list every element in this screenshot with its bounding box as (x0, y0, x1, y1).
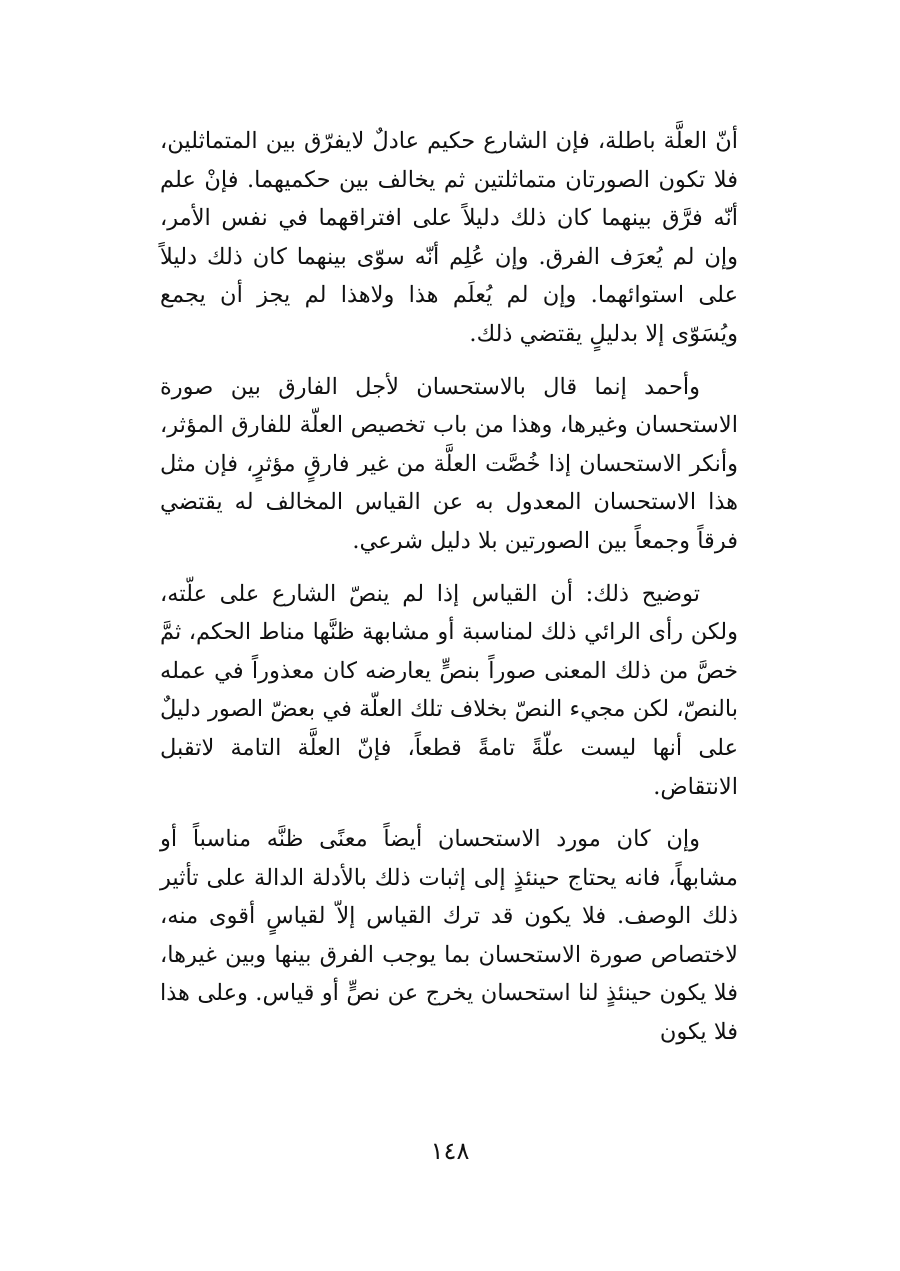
page-number: ١٤٨ (430, 1137, 470, 1165)
paragraph-1: أنّ العلَّة باطلة، فإن الشارع حكيم عادلٌ لايفرّق بين المتماثلين، فلا تكون الصورتان متماثلتين ثم يخالف بين حكميهما. فإنْ علم أنّه فرَّق بينهما كان ذلك دليلاً على افتراقهما في نفس الأمر، وإن لم يُعرَف الفرق. وإن عُلِم أنّه سوّى بينهما كان ذلك دليلاً على استوائهما. وإن لم يُعلَم هذا ولاهذا لم يجز أن يجمع ويُسَوّى إلا بدليلٍ يقتضي ذلك. (160, 128, 738, 347)
paragraph-2: وأحمد إنما قال بالاستحسان لأجل الفارق بين صورة الاستحسان وغيرها، وهذا من باب تخصيص العلّة للفارق المؤثر، وأنكر الاستحسان إذا خُصَّت العلَّة من غير فارقٍ مؤثرٍ، فإن مثل هذا الاستحسان المعدول به عن القياس المخالف له يقتضي فرقاً وجمعاً بين الصورتين بلا دليل شرعي. (160, 373, 738, 554)
body-text (160, 122, 738, 1052)
paragraph-4: وإن كان مورد الاستحسان أيضاً معنًى ظنَّه مناسباً أو مشابهاً، فانه يحتاج حينئذٍ إلى إثبات ذلك بالأدلة الدالة على تأثير ذلك الوصف. فلا يكون قد ترك القياس إلاّ لقياسٍ أقوى منه، لاختصاص صورة الاستحسان بما يوجب الفرق بينها وبين غيرها، فلا يكون حينئذٍ لنا استحسان يخرج عن نصٍّ أو قياس. وعلى هذا فلا يكون (160, 826, 738, 1046)
paragraph-3: توضيح ذلك: أن القياس إذا لم ينصّ الشارع على علّته، ولكن رأى الرائي ذلك لمناسبة أو مشابهة ظنَّها مناط الحكم، ثمَّ خصَّ من ذلك المعنى صوراً بنصٍّ يعارضه كان معذوراً في عمله بالنصّ، لكن مجيء النصّ بخلاف تلك العلّة في بعضّ الصور دليلٌ على أنها ليست علّةً تامةً قطعاً، فإنّ العلَّة التامة لاتقبل الانتقاض. (160, 580, 738, 800)
